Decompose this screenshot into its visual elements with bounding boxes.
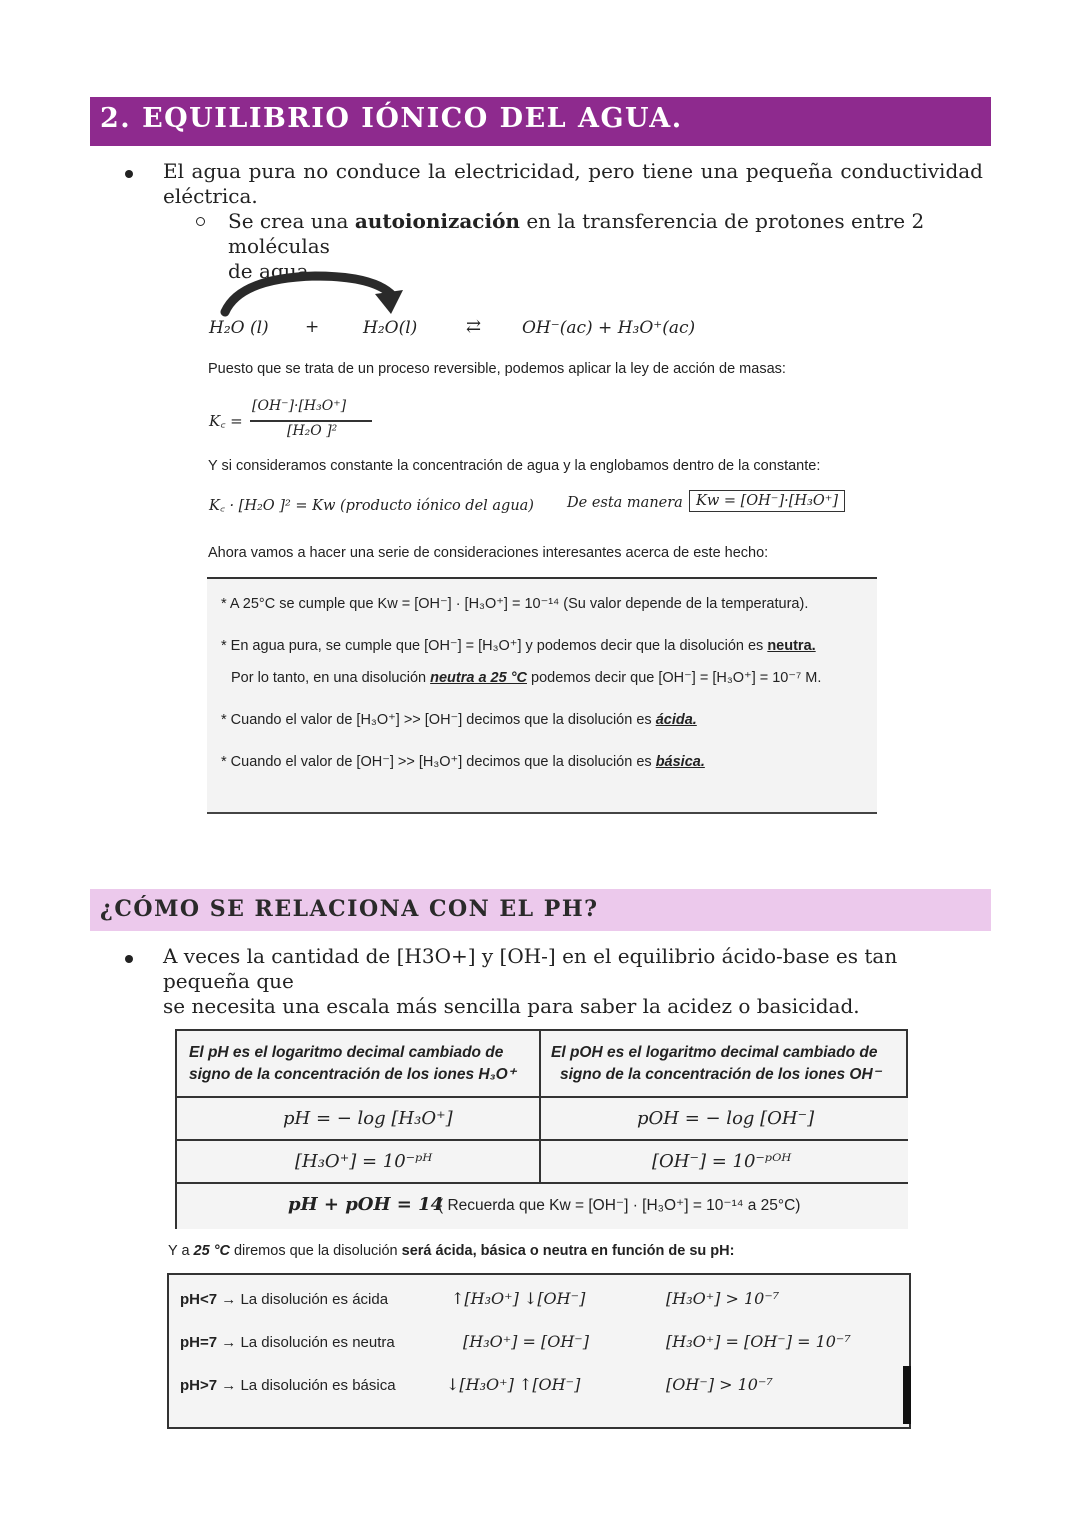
consideration-item — [221, 754, 705, 770]
mass-action-text: Puesto que se trata de un proceso reversible, podemos aplicar la ley de acción de masas: — [208, 361, 786, 377]
consideration-item — [231, 670, 821, 686]
text: Y a — [168, 1243, 194, 1259]
table-border — [175, 1182, 908, 1184]
paragraph-line — [228, 209, 983, 259]
paragraph-conductivity — [163, 159, 983, 209]
table-border — [175, 1096, 908, 1098]
paragraph-line: El agua pura no conduce la electricidad, pero tiene una pequeña conductividad — [163, 159, 983, 183]
temperature: 25 °C — [193, 1243, 230, 1259]
ph-row-acid — [180, 1291, 388, 1308]
text: podemos decir que [OH⁻] = [H₃O⁺] = 10⁻⁷ M. — [526, 670, 822, 686]
underlined-term: ácida. — [655, 712, 697, 728]
concentration-condition: [H₃O⁺] = [OH⁻] = 10⁻⁷ — [666, 1332, 851, 1351]
text: signo de la concentración de los iones OH⁻ — [560, 1066, 881, 1083]
underlined-term: básica. — [655, 754, 705, 770]
poh-formula: pOH = − log [OH⁻] — [637, 1108, 815, 1129]
paragraph-line: se necesita una escala más sencilla para saber la acidez o basicidad. — [163, 994, 860, 1018]
kw-expression: K꜀ · [H₂O ]² = Kw (producto iónico del agua) — [209, 498, 534, 514]
table-border — [906, 1029, 908, 1096]
considerations-intro: Ahora vamos a hacer una serie de consideraciones interesantes acerca de este hecho: — [208, 545, 769, 561]
text: La disolución es básica — [240, 1377, 396, 1394]
paragraph-ph-scale — [163, 944, 988, 1019]
ph-row-neutral — [180, 1334, 395, 1351]
ph-classification-box — [167, 1273, 911, 1429]
sub-bullet-circle — [196, 217, 205, 226]
text: signo de la concentración de los iones H₃O⁺ — [189, 1066, 516, 1083]
ph-poh-table — [175, 1029, 908, 1229]
reaction-products: OH⁻(ac) + H₃O⁺(ac) — [522, 318, 696, 338]
concentration-relation: ↑[H₃O⁺] ↓[OH⁻] — [451, 1289, 586, 1308]
table-border — [175, 1139, 908, 1141]
paragraph-line: eléctrica. — [163, 184, 258, 208]
bold-text: será ácida, básica o neutra en función de su pH: — [401, 1243, 735, 1259]
kw-reminder: ( Recuerda que Kw = [OH⁻] · [H₃O⁺] = 10⁻¹⁴ a 25°C) — [438, 1197, 801, 1214]
ph-formula: pH = − log [H₃O⁺] — [283, 1108, 453, 1129]
ph-definition — [189, 1042, 516, 1086]
equilibrium-arrow: ⇄ — [466, 316, 482, 337]
section-title-banner — [90, 889, 991, 931]
kw-boxed-formula: Kw = [OH⁻]·[H₃O⁺] — [689, 490, 845, 512]
ph-poh-sum: pH + pOH = 14 — [288, 1194, 444, 1215]
ph-scale-intro — [168, 1243, 734, 1259]
table-border — [175, 1029, 908, 1031]
kc-label: K꜀ = — [209, 412, 243, 430]
table-border — [539, 1029, 541, 1182]
section-title: ¿CÓMO SE RELACIONA CON EL PH? — [100, 896, 599, 922]
text: Se crea una — [228, 209, 355, 233]
kc-denominator: [H₂O ]² — [287, 423, 338, 439]
text: en la transferencia de protones entre 2 moléculas — [228, 209, 925, 258]
text: diremos que la disolución — [229, 1243, 402, 1259]
text: * En agua pura, se cumple que [OH⁻] = [H₃O⁺] y podemos decir que la disolución es — [221, 638, 768, 654]
poh-definition — [551, 1042, 881, 1086]
concentration-relation: ↓[H₃O⁺] ↑[OH⁻] — [446, 1375, 581, 1394]
bullet-dot — [125, 955, 133, 963]
text: El pH es el logaritmo decimal cambiado de — [189, 1044, 504, 1061]
scan-edge-mark — [903, 1366, 911, 1424]
reactant-water: H₂O (l) — [209, 318, 269, 338]
proton-transfer-arrow-icon — [215, 270, 415, 320]
ph-value: pH=7 — [180, 1334, 218, 1351]
table-border — [175, 1029, 177, 1229]
considerations-panel — [207, 577, 877, 814]
ph-value: pH<7 — [180, 1291, 218, 1308]
reaction-plus: + — [305, 317, 320, 337]
ph-row-basic — [180, 1377, 396, 1394]
manner-text: De esta manera — [567, 495, 683, 511]
fraction-bar — [250, 420, 372, 422]
h3o-from-ph: [H₃O⁺] = 10⁻ᵖᴴ — [295, 1151, 433, 1172]
concentration-condition: [H₃O⁺] > 10⁻⁷ — [666, 1289, 780, 1308]
text: La disolución es ácida — [240, 1291, 389, 1308]
consideration-item: * A 25°C se cumple que Kw = [OH⁻] · [H₃O⁺] = 10⁻¹⁴ (Su valor depende de la temperatura). — [221, 596, 809, 612]
concentration-relation: [H₃O⁺] = [OH⁻] — [463, 1332, 589, 1351]
bold-term: autoionización — [354, 209, 520, 233]
paragraph-line: A veces la cantidad de [H3O+] y [OH-] en el equilibrio ácido-base es tan pequeña que — [163, 944, 898, 993]
paragraph-line: de agua. — [228, 259, 315, 283]
text: * Cuando el valor de [OH⁻] >> [H₃O⁺] decimos que la disolución es — [221, 754, 656, 770]
ph-value: pH>7 — [180, 1377, 218, 1394]
underlined-term: neutra a 25 °C — [430, 670, 527, 686]
concentration-condition: [OH⁻] > 10⁻⁷ — [666, 1375, 773, 1394]
text: * Cuando el valor de [H₃O⁺] >> [OH⁻] decimos que la disolución es — [221, 712, 656, 728]
arrow-icon: → — [221, 1291, 237, 1308]
bullet-dot — [125, 170, 133, 178]
section-title-banner — [90, 97, 991, 146]
reactant-water-2: H₂O(l) — [363, 318, 418, 338]
consideration-item — [221, 712, 697, 728]
constant-text: Y si consideramos constante la concentración de agua y la englobamos dentro de la constante: — [208, 458, 821, 474]
text: La disolución es neutra — [240, 1334, 395, 1351]
consideration-item — [221, 638, 816, 654]
text: Por lo tanto, en una disolución — [231, 670, 431, 686]
section-title: 2. EQUILIBRIO IÓNICO DEL AGUA. — [100, 103, 683, 134]
text: El pOH es el logaritmo decimal cambiado de — [551, 1044, 878, 1061]
kc-numerator: [OH⁻]·[H₃O⁺] — [252, 398, 347, 414]
arrow-icon: → — [221, 1334, 237, 1351]
arrow-icon: → — [221, 1377, 237, 1394]
underlined-term: neutra. — [767, 638, 816, 654]
oh-from-poh: [OH⁻] = 10⁻ᵖᴼᴴ — [652, 1151, 792, 1172]
